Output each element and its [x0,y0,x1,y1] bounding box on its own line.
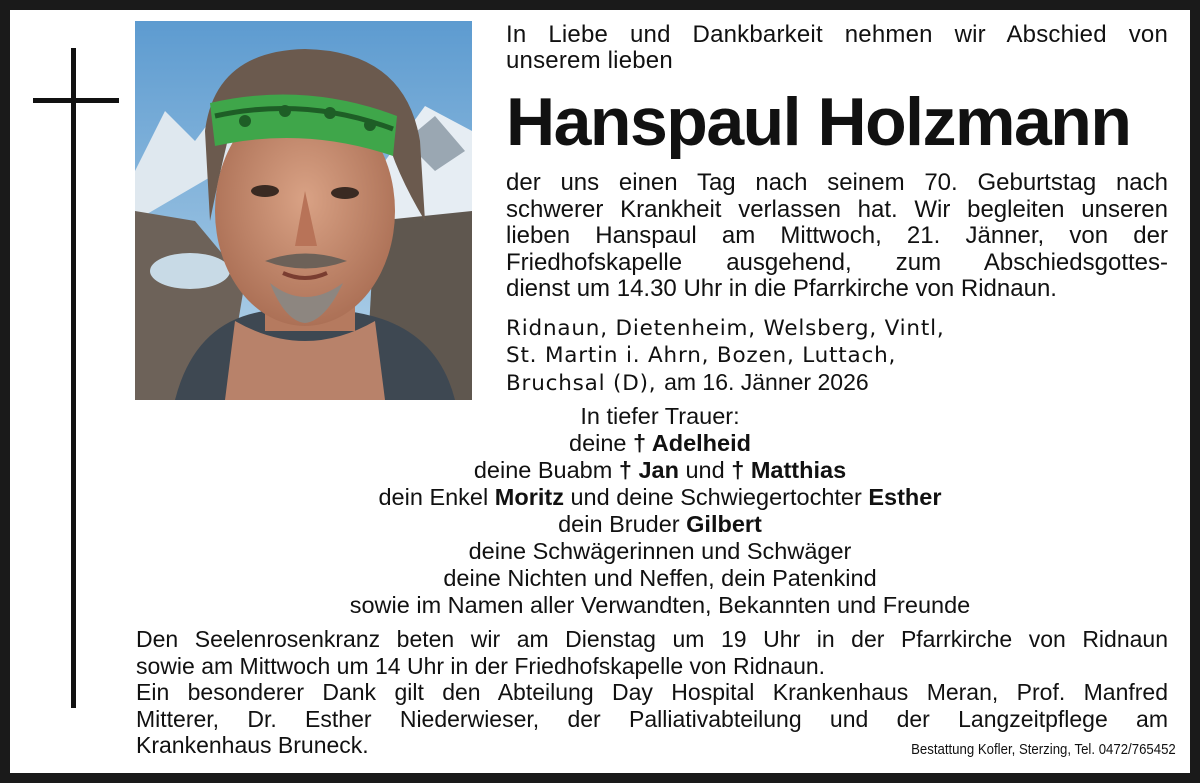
mourner-prefix: deine [569,430,627,456]
funeral-announcement [506,170,1168,303]
mourners-heading: In tiefer Trauer: [580,403,740,429]
mourner-name: Esther [868,484,942,510]
portrait-photo [135,21,472,400]
closing-line-2: sowie am Mittwoch um 14 Uhr in der Friedhofskapelle von Ridnaun. [136,652,826,679]
mourner-name: † Jan [618,457,679,483]
mourner-name: † Adelheid [633,430,751,456]
intro-line-2: unserem lieben [506,47,673,74]
places-line-3-place: Bruchsal (D), [506,371,657,396]
places-line-1: Ridnaun, Dietenheim, Welsberg, Vintl, [506,316,945,341]
mourner-connector: und [685,457,725,483]
announcement-line-3: lieben Hanspaul am Mittwoch, 21. Jänner, von der [506,222,1168,249]
deceased-name: Hanspaul Holzmann [506,84,1131,160]
mourner-name: Gilbert [686,511,762,537]
closing-line-3: Ein besonderer Dank gilt den Abteilung Day Hospital Krankenhaus Meran, Prof. Manfred [136,679,1168,705]
mourner-row-brother [210,511,1110,538]
mourner-name: † Matthias [731,457,847,483]
cross-horizontal-bar [33,98,119,103]
closing-line-1: Den Seelenrosenkranz beten wir am Dienstag um 19 Uhr in der Pfarrkirche von Ridnaun [136,626,1168,652]
cross-vertical-bar [71,48,76,708]
mourner-row-in-laws: deine Schwägerinnen und Schwäger [468,538,852,564]
mourner-connector: und deine Schwiegertochter [570,484,862,510]
mourner-prefix: dein Enkel [378,484,489,510]
places-and-date [506,316,1168,398]
mourner-row-grandson [210,484,1110,511]
intro-line-1: In Liebe und Dankbarkeit nehmen wir Abschied von [506,21,1168,48]
mourner-row-relatives: sowie im Namen aller Verwandten, Bekannten und Freunde [349,592,971,618]
places-line-3 [506,369,1168,398]
funeral-home-credit: Bestattung Kofler, Sterzing, Tel. 0472/765452 [911,741,1176,758]
closing-line-4: Mitterer, Dr. Esther Niederwieser, der Palliativabteilung und der Langzeitpflege am [136,705,1168,732]
date-of-death: am 16. Jänner 2026 [664,369,869,395]
announcement-line-5: dienst um 14.30 Uhr in die Pfarrkirche von Ridnaun. [506,275,1057,302]
intro-text [506,22,1168,74]
announcement-line-2: schwerer Krankheit verlassen hat. Wir begleiten unseren [506,195,1168,223]
mourner-prefix: deine Buabm [473,457,613,483]
mourner-name: Moritz [494,484,564,510]
portrait-illustration [135,21,472,400]
announcement-line-4: Friedhofskapelle ausgehend, zum Abschiedsgottes- [506,248,1168,276]
mourners-list [210,403,1110,619]
announcement-line-1: der uns einen Tag nach seinem 70. Geburtstag nach [506,169,1168,196]
mourner-prefix: dein Bruder [558,511,680,537]
obituary-notice [10,10,1190,773]
closing-line-5: Krankenhaus Bruneck. [136,732,369,758]
closing-text [136,626,1168,759]
mourner-row-nieces: deine Nichten und Neffen, dein Patenkind [443,565,877,591]
places-line-2: St. Martin i. Ahrn, Bozen, Luttach, [506,342,897,368]
mourner-row-sons [210,457,1110,484]
mourner-row-wife [210,430,1110,457]
